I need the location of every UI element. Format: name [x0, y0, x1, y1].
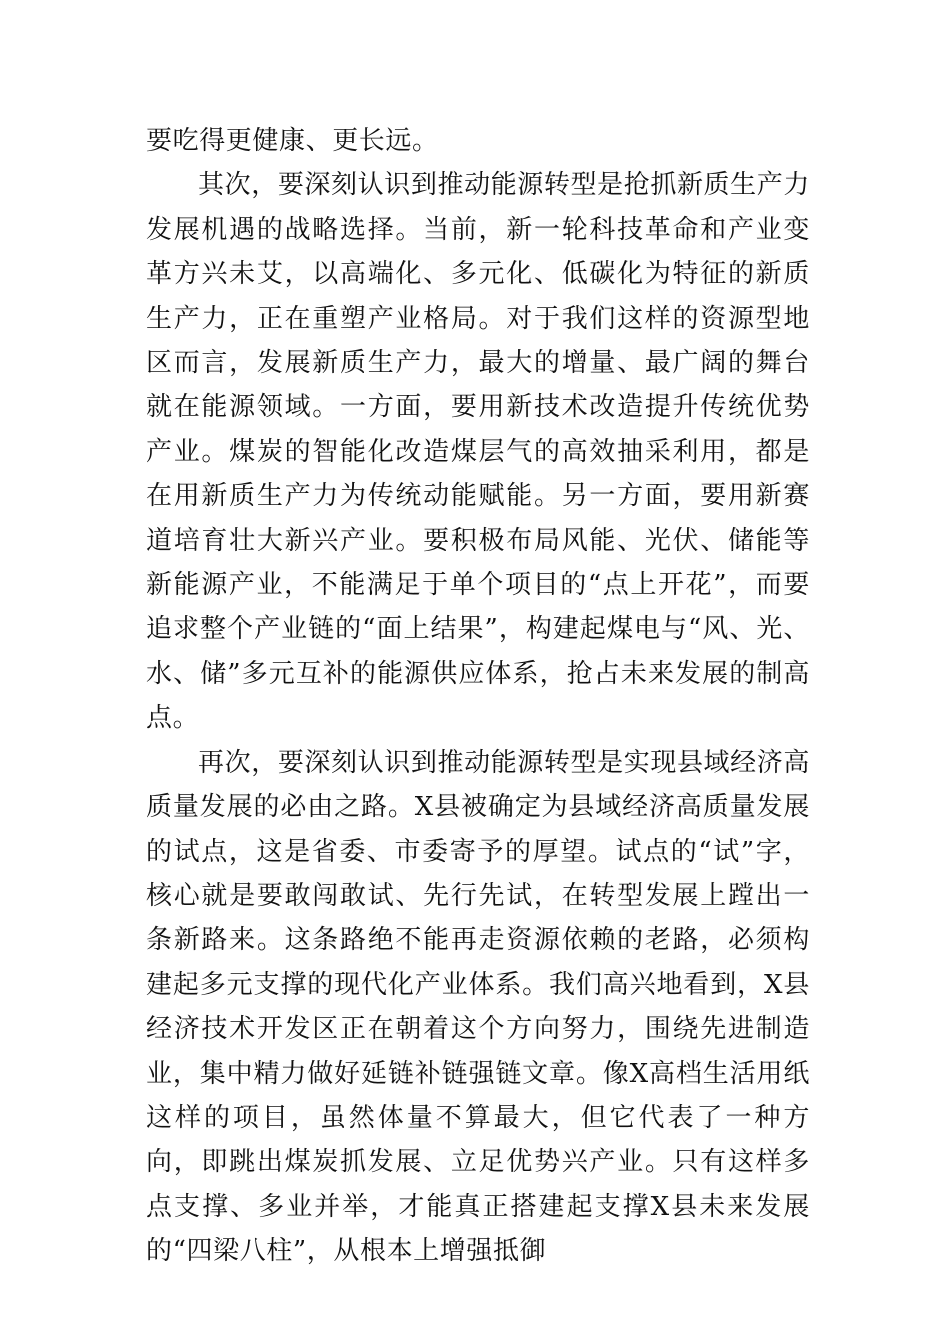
body-text	[146, 119, 810, 1274]
paragraph-continued: 要吃得更健康、更长远。	[146, 126, 439, 156]
paragraph-energy-new-productivity: 其次，要深刻认识到推动能源转型是抢抓新质生产力发展机遇的战略选择。当前，新一轮科技革命和产业变革方兴未艾，以高端化、多元化、低碳化为特征的新质生产力，正在重塑产业格局。对于我们这样的资源型地区而言，发展新质生产力，最大的增量、最广阔的舞台就在能源领域。一方面，要用新技术改造提升传统优势产业。煤炭的智能化改造煤层气的高效抽采利用，都是在用新质生产力为传统动能赋能。另一方面，要用新赛道培育壮大新兴产业。要积极布局风能、光伏、储能等新能源产业，不能满足于单个项目的“点上开花”，而要追求整个产业链的“面上结果”，构建起煤电与“风、光、水、储”多元互补的能源供应体系，抢占未来发展的制高点。	[146, 170, 810, 734]
paragraph-county-economy: 再次，要深刻认识到推动能源转型是实现县域经济高质量发展的必由之路。X县被确定为县域经济高质量发展的试点，这是省委、市委寄予的厚望。试点的“试”字，核心就是要敢闯敢试、先行先试，在转型发展上蹚出一条新路来。这条路绝不能再走资源依赖的老路，必须构建起多元支撑的现代化产业体系。我们高兴地看到，X县经济技术开发区正在朝着这个方向努力，围绕先进制造业，集中精力做好延链补链强链文章。像X高档生活用纸这样的项目，虽然体量不算最大，但它代表了一种方向，即跳出煤炭抓发展、立足优势兴产业。只有这样多点支撑、多业并举，才能真正搭建起支撑X县未来发展的“四梁八柱”，从根本上增强抵御	[146, 747, 810, 1267]
